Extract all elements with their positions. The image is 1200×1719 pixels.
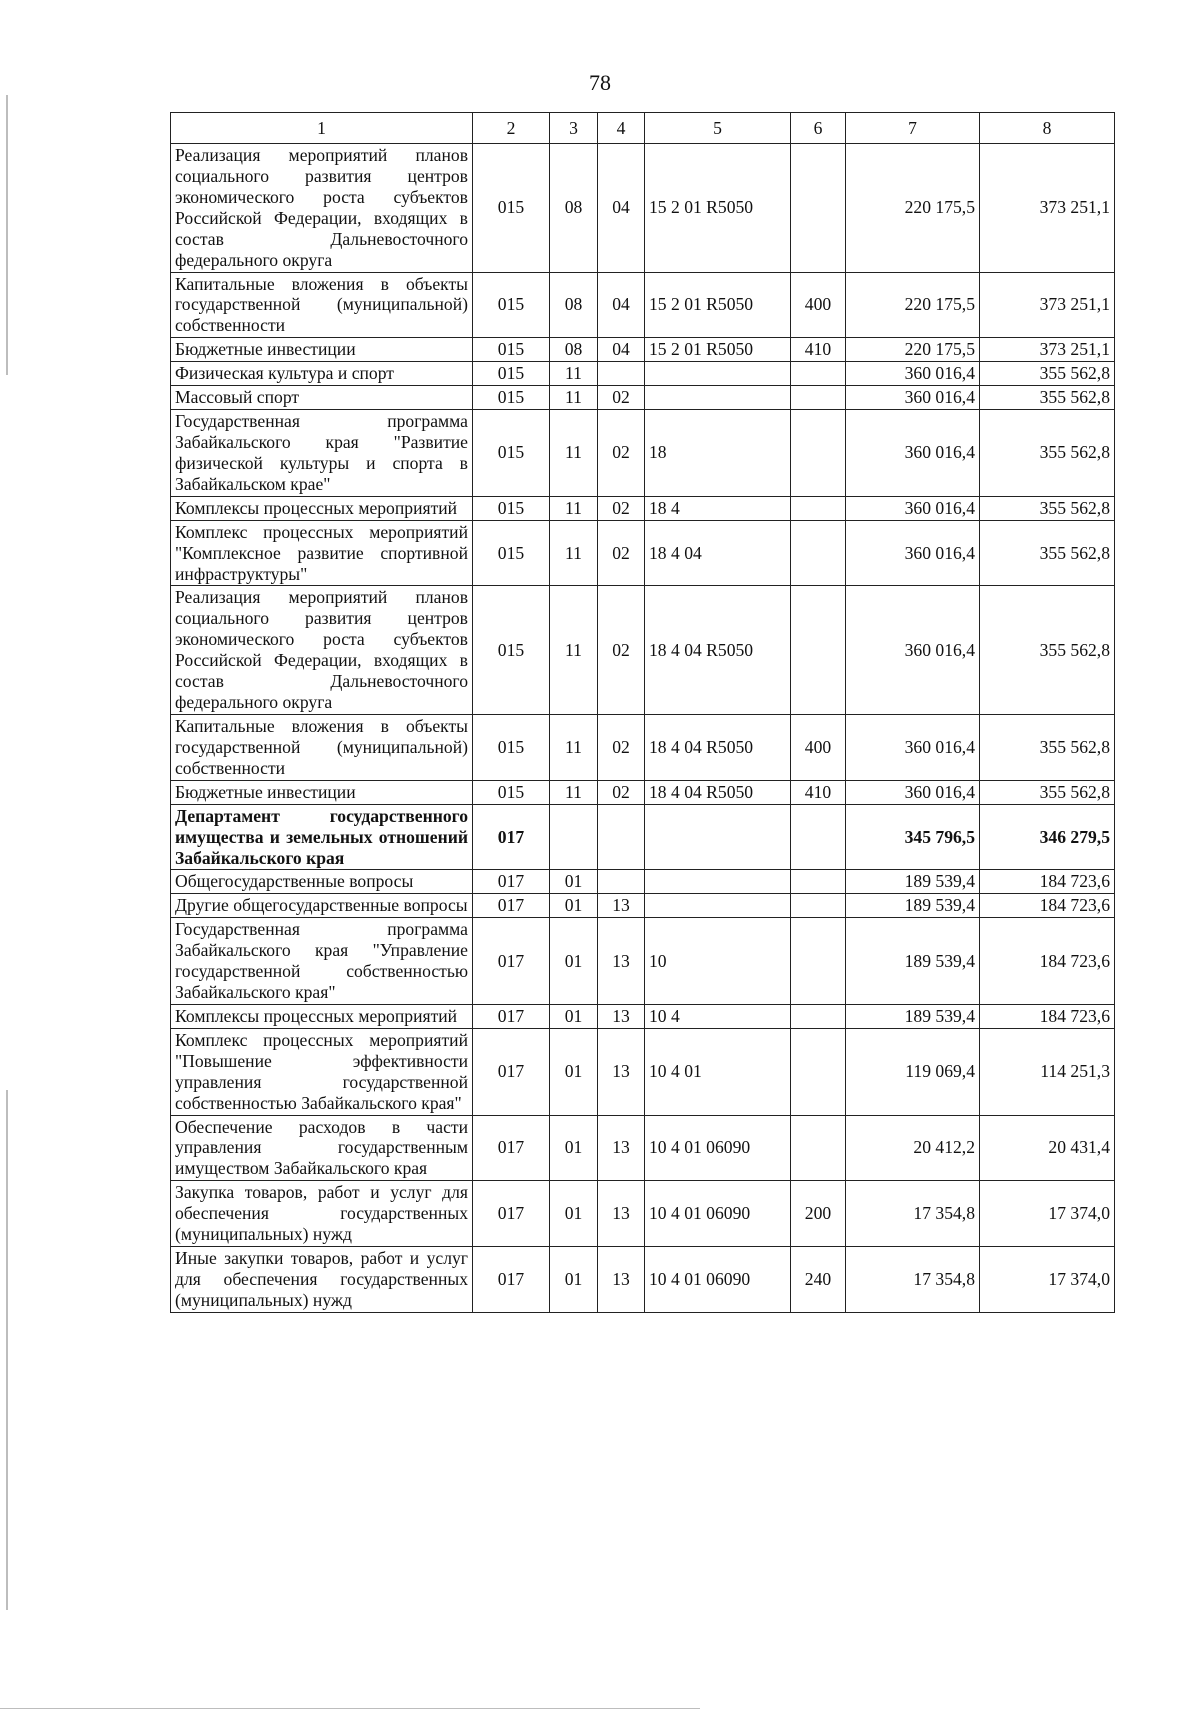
row-name-cell: Обеспечение расходов в части управления государственным имуществом Забайкальского края (171, 1115, 473, 1181)
expense-type-cell (791, 804, 846, 870)
target-article-cell (645, 870, 791, 894)
section-code-cell: 11 (550, 362, 598, 386)
subsection-code-cell: 02 (598, 780, 645, 804)
amount-year2-cell: 184 723,6 (980, 1004, 1115, 1028)
ministry-code-cell: 015 (473, 780, 550, 804)
subsection-code-cell (598, 870, 645, 894)
target-article-cell (645, 362, 791, 386)
amount-year1-cell: 220 175,5 (846, 338, 980, 362)
amount-year2-cell: 184 723,6 (980, 870, 1115, 894)
row-name-cell: Государственная программа Забайкальского края "Развитие физической культуры и спорта в Забайкальском крае" (171, 410, 473, 497)
section-code-cell: 01 (550, 1028, 598, 1115)
ministry-code-cell: 017 (473, 1115, 550, 1181)
amount-year2-cell: 184 723,6 (980, 918, 1115, 1005)
row-name-cell: Закупка товаров, работ и услуг для обеспечения государственных (муниципальных) нужд (171, 1181, 473, 1247)
expense-type-cell (791, 410, 846, 497)
target-article-cell: 15 2 01 R5050 (645, 338, 791, 362)
section-code-cell (550, 804, 598, 870)
row-name-cell: Бюджетные инвестиции (171, 338, 473, 362)
amount-year2-cell: 373 251,1 (980, 272, 1115, 338)
ministry-code-cell: 015 (473, 520, 550, 586)
amount-year2-cell: 20 431,4 (980, 1115, 1115, 1181)
amount-year2-cell: 355 562,8 (980, 496, 1115, 520)
amount-year1-cell: 360 016,4 (846, 780, 980, 804)
table-row (171, 338, 1115, 362)
column-header: 2 (473, 113, 550, 144)
amount-year2-cell: 355 562,8 (980, 520, 1115, 586)
expense-type-cell (791, 894, 846, 918)
ministry-code-cell: 017 (473, 1181, 550, 1247)
section-code-cell: 01 (550, 894, 598, 918)
amount-year1-cell: 189 539,4 (846, 1004, 980, 1028)
table-row (171, 918, 1115, 1005)
table-row (171, 1028, 1115, 1115)
section-code-cell: 01 (550, 1115, 598, 1181)
row-name-cell: Капитальные вложения в объекты государственной (муниципальной) собственности (171, 272, 473, 338)
subsection-code-cell: 02 (598, 496, 645, 520)
target-article-cell: 18 4 04 R5050 (645, 586, 791, 715)
row-name-cell: Комплексы процессных мероприятий (171, 1004, 473, 1028)
expense-type-cell: 200 (791, 1181, 846, 1247)
row-name-cell: Иные закупки товаров, работ и услуг для обеспечения государственных (муниципальных) нужд (171, 1247, 473, 1313)
amount-year1-cell: 360 016,4 (846, 586, 980, 715)
amount-year1-cell: 220 175,5 (846, 144, 980, 273)
section-code-cell: 08 (550, 144, 598, 273)
subsection-code-cell: 13 (598, 1181, 645, 1247)
table-row (171, 362, 1115, 386)
amount-year1-cell: 189 539,4 (846, 894, 980, 918)
amount-year1-cell: 189 539,4 (846, 918, 980, 1005)
table-row (171, 410, 1115, 497)
target-article-cell: 18 4 04 R5050 (645, 714, 791, 780)
expense-type-cell (791, 1004, 846, 1028)
ministry-code-cell: 017 (473, 1028, 550, 1115)
row-name-cell: Физическая культура и спорт (171, 362, 473, 386)
subsection-code-cell: 13 (598, 1028, 645, 1115)
table-row (171, 1004, 1115, 1028)
table-row (171, 586, 1115, 715)
page-number: 78 (589, 70, 611, 95)
section-code-cell: 11 (550, 586, 598, 715)
amount-year1-cell: 17 354,8 (846, 1247, 980, 1313)
ministry-code-cell: 015 (473, 272, 550, 338)
ministry-code-cell: 015 (473, 362, 550, 386)
section-code-cell: 11 (550, 496, 598, 520)
ministry-code-cell: 015 (473, 586, 550, 715)
amount-year2-cell: 17 374,0 (980, 1247, 1115, 1313)
ministry-code-cell: 015 (473, 410, 550, 497)
column-header: 7 (846, 113, 980, 144)
table-row (171, 1115, 1115, 1181)
subsection-code-cell: 02 (598, 714, 645, 780)
subsection-code-cell: 04 (598, 338, 645, 362)
ministry-code-cell: 015 (473, 386, 550, 410)
section-code-cell: 01 (550, 1004, 598, 1028)
target-article-cell: 10 4 01 06090 (645, 1181, 791, 1247)
expense-type-cell (791, 496, 846, 520)
row-name-cell: Капитальные вложения в объекты государственной (муниципальной) собственности (171, 714, 473, 780)
target-article-cell: 10 4 01 06090 (645, 1247, 791, 1313)
row-name-cell: Комплекс процессных мероприятий "Комплексное развитие спортивной инфраструктуры" (171, 520, 473, 586)
target-article-cell: 10 4 01 06090 (645, 1115, 791, 1181)
table-row (171, 1181, 1115, 1247)
amount-year2-cell: 346 279,5 (980, 804, 1115, 870)
column-header: 4 (598, 113, 645, 144)
amount-year1-cell: 360 016,4 (846, 714, 980, 780)
amount-year2-cell: 373 251,1 (980, 144, 1115, 273)
row-name-cell: Бюджетные инвестиции (171, 780, 473, 804)
column-header: 3 (550, 113, 598, 144)
amount-year1-cell: 360 016,4 (846, 496, 980, 520)
ministry-code-cell: 015 (473, 496, 550, 520)
section-code-cell: 01 (550, 1247, 598, 1313)
ministry-code-cell: 017 (473, 1247, 550, 1313)
target-article-cell: 18 (645, 410, 791, 497)
column-header: 1 (171, 113, 473, 144)
subsection-code-cell: 13 (598, 918, 645, 1005)
target-article-cell (645, 386, 791, 410)
table-row (171, 272, 1115, 338)
expense-type-cell (791, 520, 846, 586)
amount-year2-cell: 184 723,6 (980, 894, 1115, 918)
section-code-cell: 01 (550, 1181, 598, 1247)
ministry-code-cell: 015 (473, 714, 550, 780)
section-code-cell: 11 (550, 520, 598, 586)
amount-year1-cell: 220 175,5 (846, 272, 980, 338)
subsection-code-cell: 02 (598, 520, 645, 586)
subsection-code-cell: 13 (598, 894, 645, 918)
amount-year2-cell: 355 562,8 (980, 410, 1115, 497)
target-article-cell: 18 4 (645, 496, 791, 520)
amount-year1-cell: 17 354,8 (846, 1181, 980, 1247)
scan-bottom-line (0, 1708, 700, 1709)
amount-year1-cell: 20 412,2 (846, 1115, 980, 1181)
target-article-cell: 18 4 04 R5050 (645, 780, 791, 804)
amount-year2-cell: 355 562,8 (980, 362, 1115, 386)
table-row (171, 714, 1115, 780)
expense-type-cell (791, 386, 846, 410)
subsection-code-cell (598, 804, 645, 870)
row-name-cell: Массовый спорт (171, 386, 473, 410)
section-code-cell: 01 (550, 918, 598, 1005)
ministry-code-cell: 017 (473, 870, 550, 894)
table-row (171, 144, 1115, 273)
section-code-cell: 11 (550, 410, 598, 497)
column-header: 8 (980, 113, 1115, 144)
subsection-code-cell (598, 362, 645, 386)
table-row (171, 520, 1115, 586)
amount-year1-cell: 119 069,4 (846, 1028, 980, 1115)
target-article-cell (645, 804, 791, 870)
ministry-code-cell: 017 (473, 804, 550, 870)
target-article-cell (645, 894, 791, 918)
amount-year2-cell: 355 562,8 (980, 714, 1115, 780)
column-header: 5 (645, 113, 791, 144)
row-name-cell: Реализация мероприятий планов социального развития центров экономического роста субъектов Российской Федерации, входящих в состав Дальневосточного федерального округа (171, 586, 473, 715)
expense-type-cell: 410 (791, 338, 846, 362)
amount-year1-cell: 360 016,4 (846, 386, 980, 410)
expense-type-cell (791, 1028, 846, 1115)
budget-table (170, 112, 1115, 1313)
amount-year2-cell: 17 374,0 (980, 1181, 1115, 1247)
table-row (171, 804, 1115, 870)
row-name-cell: Государственная программа Забайкальского края "Управление государственной собственностью Забайкальского края" (171, 918, 473, 1005)
subsection-code-cell: 13 (598, 1115, 645, 1181)
expense-type-cell: 240 (791, 1247, 846, 1313)
subsection-code-cell: 02 (598, 586, 645, 715)
amount-year1-cell: 360 016,4 (846, 520, 980, 586)
subsection-code-cell: 13 (598, 1247, 645, 1313)
amount-year1-cell: 360 016,4 (846, 410, 980, 497)
table-row (171, 894, 1115, 918)
table-row (171, 386, 1115, 410)
amount-year2-cell: 355 562,8 (980, 386, 1115, 410)
table-row (171, 496, 1115, 520)
section-code-cell: 08 (550, 272, 598, 338)
subsection-code-cell: 04 (598, 144, 645, 273)
target-article-cell: 10 4 01 (645, 1028, 791, 1115)
expense-type-cell: 400 (791, 714, 846, 780)
expense-type-cell (791, 918, 846, 1005)
section-code-cell: 01 (550, 870, 598, 894)
table-row (171, 780, 1115, 804)
subsection-code-cell: 02 (598, 386, 645, 410)
subsection-code-cell: 13 (598, 1004, 645, 1028)
scan-margin-line-left (6, 95, 8, 375)
expense-type-cell (791, 586, 846, 715)
subsection-code-cell: 02 (598, 410, 645, 497)
table-row (171, 1247, 1115, 1313)
amount-year1-cell: 345 796,5 (846, 804, 980, 870)
ministry-code-cell: 017 (473, 894, 550, 918)
table-row (171, 870, 1115, 894)
table-header-row (171, 113, 1115, 144)
ministry-code-cell: 015 (473, 338, 550, 362)
ministry-code-cell: 017 (473, 918, 550, 1005)
target-article-cell: 18 4 04 (645, 520, 791, 586)
expense-type-cell (791, 870, 846, 894)
row-name-cell: Другие общегосударственные вопросы (171, 894, 473, 918)
expense-type-cell (791, 362, 846, 386)
expense-type-cell: 410 (791, 780, 846, 804)
row-name-cell: Комплекс процессных мероприятий "Повышение эффективности управления государственной собственностью Забайкальского края" (171, 1028, 473, 1115)
ministry-code-cell: 015 (473, 144, 550, 273)
row-name-cell: Комплексы процессных мероприятий (171, 496, 473, 520)
ministry-code-cell: 017 (473, 1004, 550, 1028)
target-article-cell: 10 (645, 918, 791, 1005)
row-name-cell: Общегосударственные вопросы (171, 870, 473, 894)
section-code-cell: 11 (550, 714, 598, 780)
subsection-code-cell: 04 (598, 272, 645, 338)
amount-year1-cell: 360 016,4 (846, 362, 980, 386)
column-header: 6 (791, 113, 846, 144)
amount-year2-cell: 355 562,8 (980, 780, 1115, 804)
section-code-cell: 11 (550, 780, 598, 804)
amount-year2-cell: 373 251,1 (980, 338, 1115, 362)
expense-type-cell: 400 (791, 272, 846, 338)
scan-margin-line-left-lower (6, 1090, 8, 1610)
section-code-cell: 08 (550, 338, 598, 362)
amount-year2-cell: 114 251,3 (980, 1028, 1115, 1115)
expense-type-cell (791, 144, 846, 273)
section-code-cell: 11 (550, 386, 598, 410)
expense-type-cell (791, 1115, 846, 1181)
target-article-cell: 15 2 01 R5050 (645, 144, 791, 273)
amount-year2-cell: 355 562,8 (980, 586, 1115, 715)
row-name-cell: Департамент государственного имущества и земельных отношений Забайкальского края (171, 804, 473, 870)
target-article-cell: 15 2 01 R5050 (645, 272, 791, 338)
table-body (171, 113, 1115, 1313)
target-article-cell: 10 4 (645, 1004, 791, 1028)
row-name-cell: Реализация мероприятий планов социального развития центров экономического роста субъектов Российской Федерации, входящих в состав Дальневосточного федерального округа (171, 144, 473, 273)
amount-year1-cell: 189 539,4 (846, 870, 980, 894)
